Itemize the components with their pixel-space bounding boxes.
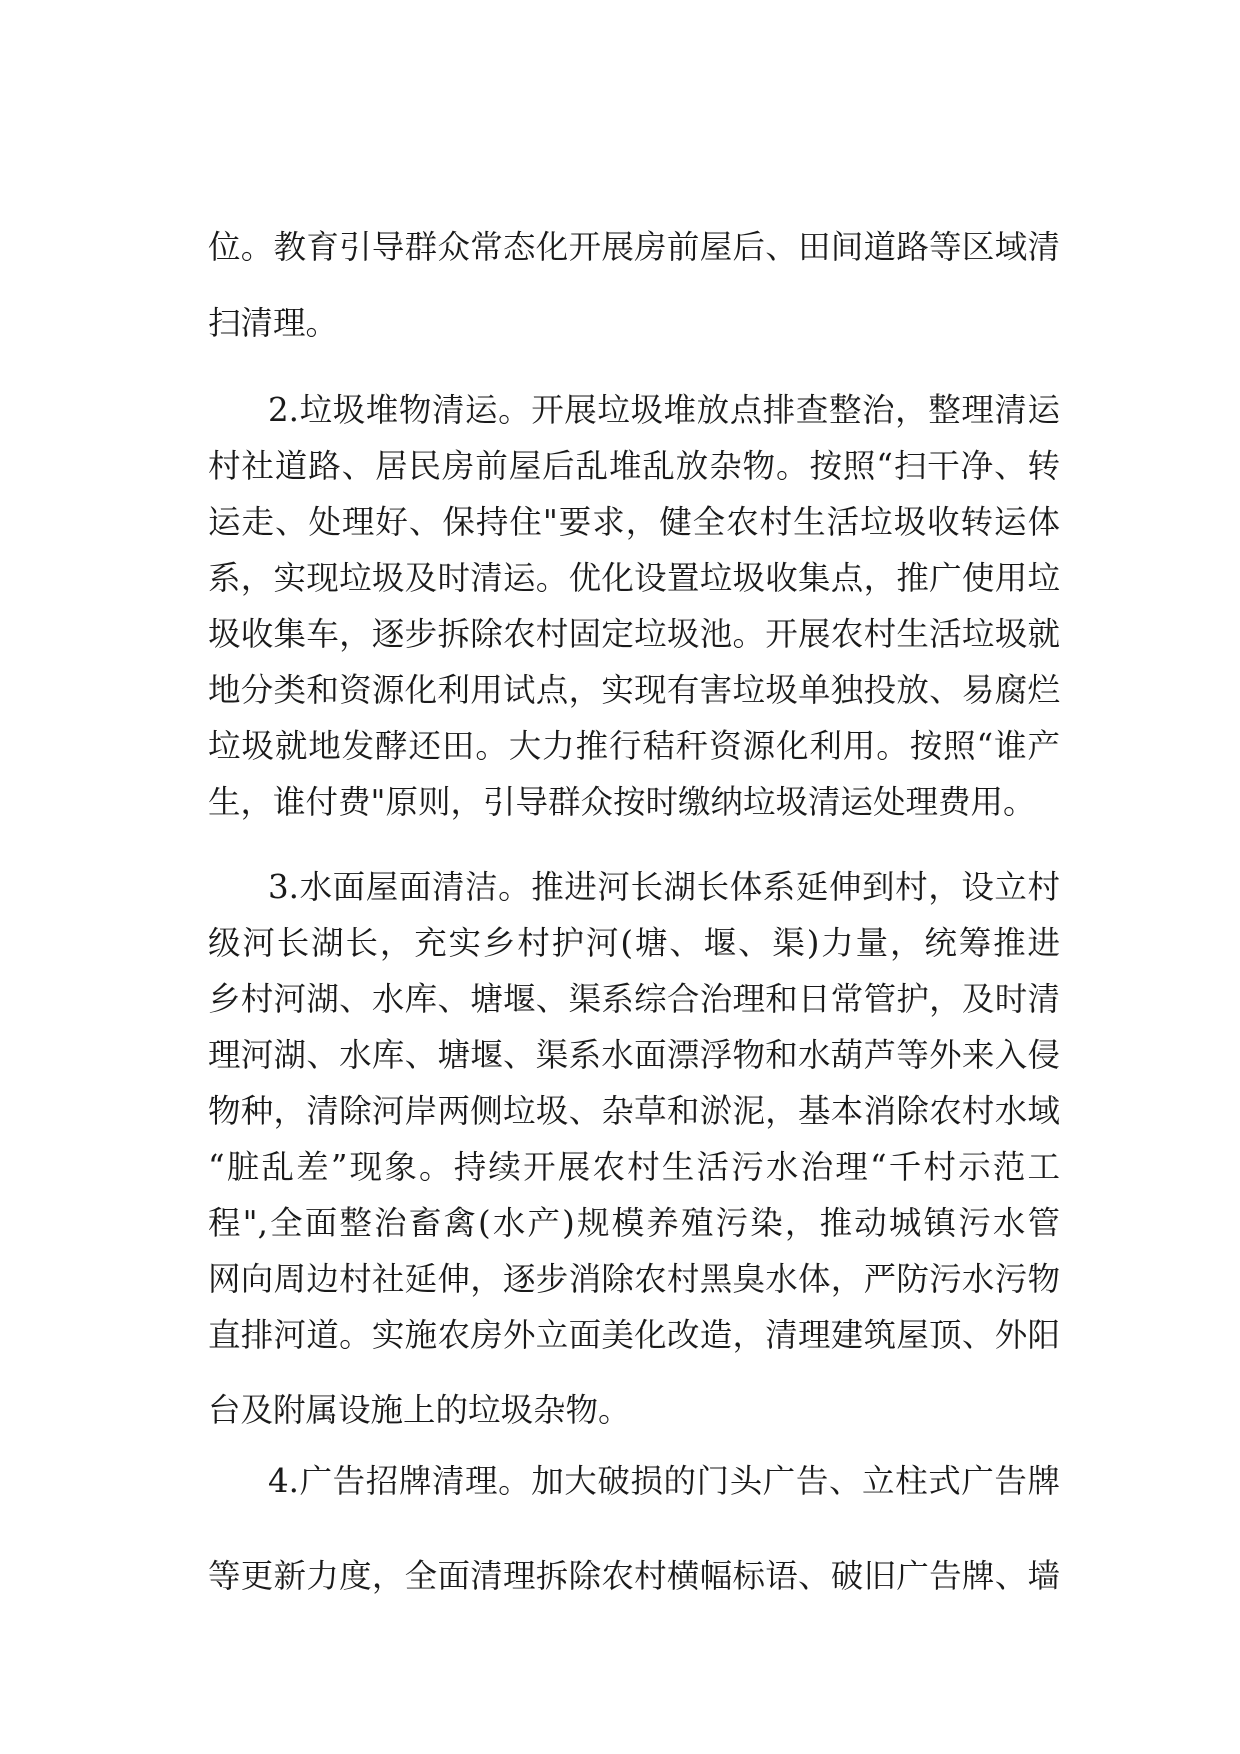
text-line: 生，谁付费"原则，引导群众按时缴纳垃圾清运处理费用。 [208, 783, 1036, 821]
text-line: 垃圾就地发酵还田。大力推行秸秆资源化利用。按照“谁产 [208, 727, 1060, 765]
paragraph-3-start: 3.水面屋面清洁。推进河长湖长体系延伸到村，设立村 [268, 868, 1060, 906]
text-line: 物种，清除河岸两侧垃圾、杂草和淤泥，基本消除农村水域 [208, 1092, 1060, 1130]
paragraph-4-start: 4.广告招牌清理。加大破损的门头广告、立柱式广告牌 [268, 1462, 1060, 1500]
text-line: 理河湖、水库、塘堰、渠系水面漂浮物和水葫芦等外来入侵 [208, 1036, 1060, 1074]
text-line: 村社道路、居民房前屋后乱堆乱放杂物。按照“扫干净、转 [208, 447, 1060, 485]
text-line: 程",全面整治畜禽(水产)规模养殖污染，推动城镇污水管 [208, 1204, 1060, 1242]
paragraph-2-start: 2.垃圾堆物清运。开展垃圾堆放点排查整治，整理清运 [268, 391, 1060, 429]
text-line: 扫清理。 [208, 304, 339, 342]
text-line: 台及附属设施上的垃圾杂物。 [208, 1391, 631, 1429]
text-line: 乡村河湖、水库、塘堰、渠系综合治理和日常管护，及时清 [208, 980, 1060, 1018]
text-line: 级河长湖长，充实乡村护河(塘、堰、渠)力量，统筹推进 [208, 924, 1060, 962]
text-line: 系，实现垃圾及时清运。优化设置垃圾收集点，推广使用垃 [208, 559, 1060, 597]
text-line: 圾收集车，逐步拆除农村固定垃圾池。开展农村生活垃圾就 [208, 615, 1060, 653]
text-line: 地分类和资源化利用试点，实现有害垃圾单独投放、易腐烂 [208, 671, 1060, 709]
text-line: 等更新力度，全面清理拆除农村横幅标语、破旧广告牌、墙 [208, 1557, 1060, 1595]
text-line: 网向周边村社延伸，逐步消除农村黑臭水体，严防污水污物 [208, 1260, 1060, 1298]
text-line: 位。教育引导群众常态化开展房前屋后、田间道路等区域清 [208, 228, 1060, 266]
text-line: 直排河道。实施农房外立面美化改造，清理建筑屋顶、外阳 [208, 1316, 1060, 1354]
text-line: “脏乱差”现象。持续开展农村生活污水治理“千村示范工 [208, 1148, 1060, 1186]
text-line: 运走、处理好、保持住"要求，健全农村生活垃圾收转运体 [208, 503, 1060, 541]
